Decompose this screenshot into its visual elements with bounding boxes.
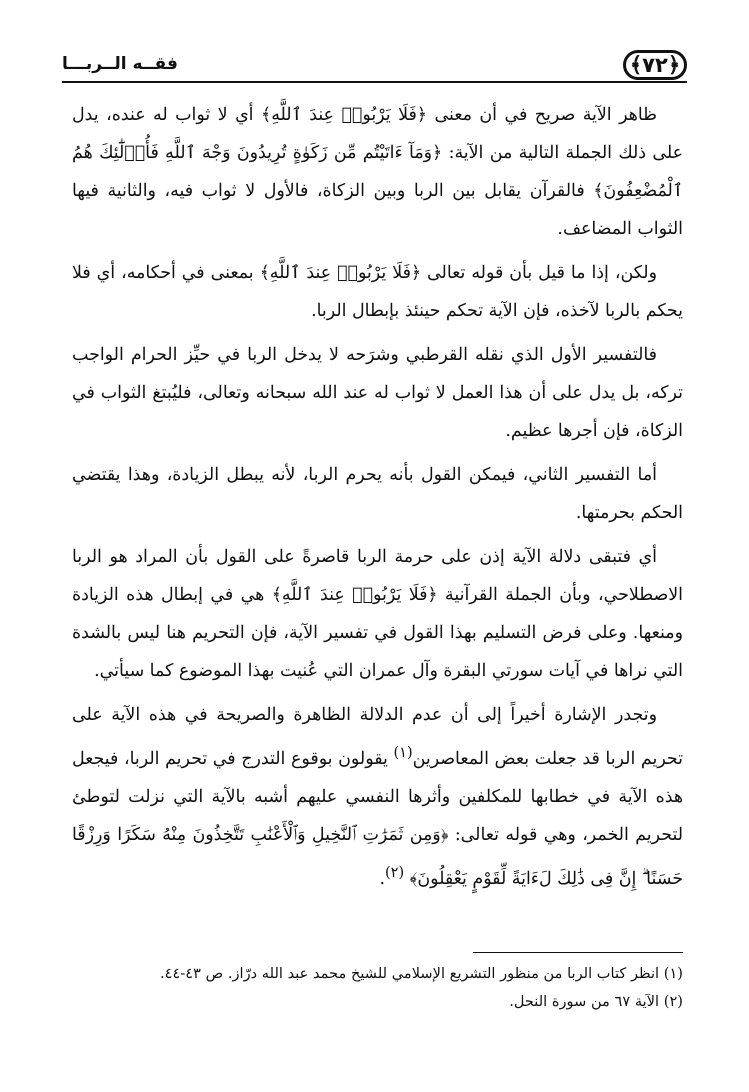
text-segment: هي في إبطال هذه الزيادة ومنعها. وعلى فرض التسليم بهذا القول في تفسير الآية، فإن التحريم هنا ليس بالشدة التي نراها في آيات سورتي البقرة وآل عمران التي عُنيت بهذا الموضوع كما سيأتي. [72, 585, 683, 681]
footnote: (١) انظر كتاب الربا من منظور التشريع الإسلامي للشيخ محمد عبد الله درّاز. ص ٤٣-٤٤. [160, 965, 683, 982]
quran-verse: ﴿وَمَآ ءَاتَيْتُم مِّن زَكَوٰةٍ تُرِيدُونَ وَجْهَ ٱللَّهِ فَأُو۟لَٰٓئِكَ هُمُ ٱلْمُضْعِفُونَ﴾ [72, 143, 683, 201]
text-segment: ولكن، إذا ما قيل بأن قوله تعالى [421, 263, 657, 283]
text-segment: يقولون بوقوع التدرج في تحريم الربا، فيجعل هذه الآية في خطابها للمكلفين وأثرها النفسي عليهم أشبه بالآية التي نزلت لتوطئ لتحريم الخمر، وهي قوله تعالى: [72, 748, 683, 845]
quran-verse: ﴿فَلَا يَرْبُوا۟ عِندَ ٱللَّهِ﴾ [259, 263, 422, 283]
footnote: (٢) الآية ٦٧ من سورة النحل. [509, 993, 683, 1010]
text-segment: فالقرآن يقابل بين الربا وبين الزكاة، فالأول لا ثواب فيه، والثانية فيها الثواب المضاعف. [72, 181, 683, 239]
footnote-separator [473, 952, 683, 953]
quran-verse: ﴿فَلَا يَرْبُوا۟ عِندَ ٱللَّهِ﴾ [271, 585, 438, 605]
running-header [62, 50, 687, 84]
paragraph [72, 254, 683, 330]
running-title: فقــه الــربـــا [62, 54, 178, 74]
text-segment: أي فتبقى دلالة الآية إذن على حرمة الربا قاصرةً على القول بأن المراد هو الربا الاصطلاحي، وبأن الجملة القرآنية [72, 547, 683, 605]
text-segment: وتجدر الإشارة أخيراً إلى أن عدم الدلالة الظاهرة والصريحة في هذه الآية على تحريم الربا قد جعلت بعض المعاصرين [72, 705, 683, 769]
paragraph [72, 96, 683, 248]
text-segment: . [379, 868, 385, 889]
paragraph [72, 456, 683, 532]
page-number: ﴿٧٢﴾ [623, 50, 687, 80]
paragraph [72, 696, 683, 898]
text-segment: ظاهر الآية صريح في أن معنى [426, 105, 657, 125]
body-text [72, 96, 683, 904]
quran-verse: ﴿فَلَا يَرْبُوا۟ عِندَ ٱللَّهِ﴾ [261, 105, 427, 125]
header-rule [62, 81, 687, 83]
footnote-ref: (١) [393, 745, 413, 761]
text-segment: بمعنى في أحكامه، أي فلا يحكم بالربا لآخذه، فإن الآية تحكم حينئذ بإبطال الربا. [72, 263, 683, 321]
text-segment: فالتفسير الأول الذي نقله القرطبي وشرَحه لا يدخل الربا في حيِّز الحرام الواجب تركه، بل يدل على أن هذا العمل لا ثواب له عند الله سبحانه وتعالى، فليُبتغ الثواب في الزكاة، فإن أجرها عظيم. [72, 345, 683, 441]
text-segment: أما التفسير الثاني، فيمكن القول بأنه يحرم الربا، لأنه يبطل الزيادة، وهذا يقتضي الحكم بحرمتها. [72, 465, 683, 523]
quran-verse: ﴿وَمِن ثَمَرَٰتِ ٱلنَّخِيلِ وَٱلْأَعْنَٰبِ تَتَّخِذُونَ مِنْهُ سَكَرًا وَرِزْقًا حَسَنًا ۗ إِنَّ فِى ذَٰلِكَ لَءَايَةً لِّقَوْمٍ يَعْقِلُونَ﴾ [72, 824, 683, 889]
paragraph [72, 538, 683, 690]
paragraph [72, 336, 683, 450]
text-segment: أي لا ثواب له عنده، يدل على ذلك الجملة التالية من الآية: [72, 105, 683, 163]
footnote-ref: (٢) [384, 864, 405, 881]
footnotes [72, 960, 683, 1016]
